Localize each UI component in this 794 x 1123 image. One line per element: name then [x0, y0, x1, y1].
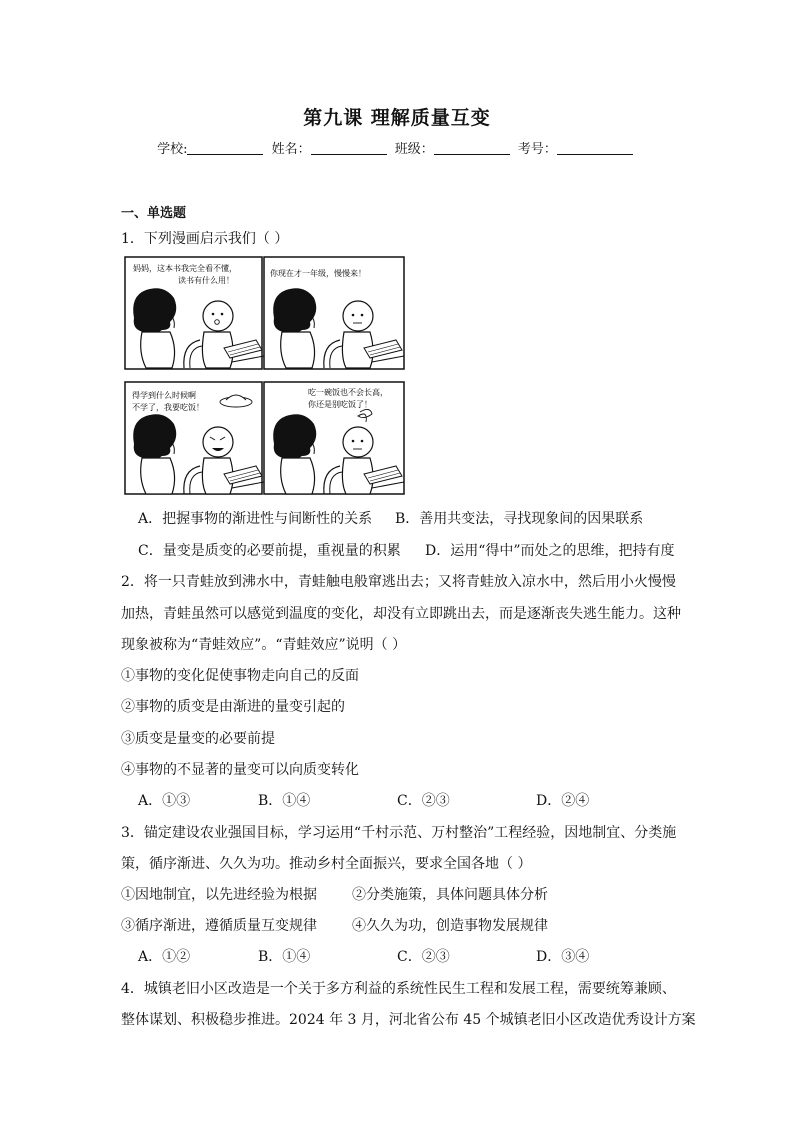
- q2-option-c[interactable]: C．②③: [397, 793, 450, 809]
- q2-option-a[interactable]: A．①③: [138, 793, 191, 809]
- q2-item-2: ②事物的质变是由渐进的量变引起的: [121, 699, 345, 715]
- exam-no-blank[interactable]: [557, 142, 633, 155]
- school-blank[interactable]: [187, 142, 263, 155]
- comic-strip: [124, 256, 406, 496]
- comic-panel-1-text-1: 妈妈，这本书我完全看不懂，: [133, 264, 237, 273]
- q2-option-b[interactable]: B．①④: [258, 793, 311, 809]
- q2-item-4: ④事物的不显著的量变可以向质变转化: [121, 762, 359, 778]
- q1-stem: 1．下列漫画启示我们（ ）: [121, 231, 289, 247]
- exam-no-label: 考号：: [517, 142, 557, 157]
- q4-stem-line-1: 4．城镇老旧小区改造是一个关于多方利益的系统性民生工程和发展工程，需要统筹兼顾、: [121, 981, 676, 997]
- q3-stem-line-1: 3．锚定建设农业强国目标，学习运用“千村示范、万村整治”工程经验，因地制宜、分类施: [121, 825, 677, 841]
- q3-stem-line-2: 策，循序渐进、久久为功。推动乡村全面振兴，要求全国各地（ ）: [121, 856, 532, 872]
- name-blank[interactable]: [311, 142, 387, 155]
- q2-item-1: ①事物的变化促使事物走向自己的反面: [121, 668, 359, 684]
- comic-panel-3-text-2: 不学了，我要吃饭！: [132, 403, 204, 412]
- comic-panel-1-text-2: 读书有什么用！: [178, 276, 234, 285]
- q3-option-c[interactable]: C．②③: [397, 949, 450, 965]
- q4-stem-line-2: 整体谋划、积极稳步推进。2024 年 3 月，河北省公布 45 个城镇老旧小区改造优秀设计方案: [121, 1012, 696, 1028]
- class-label: 班级：: [394, 142, 434, 157]
- name-label: 姓名：: [271, 142, 311, 157]
- q2-item-3: ③质变是量变的必要前提: [121, 731, 275, 747]
- comic-panel-3-text-1: 得学到什么时候啊: [132, 391, 196, 400]
- q1-option-b[interactable]: B．善用共变法，寻找现象间的因果联系: [395, 511, 644, 527]
- q1-option-c[interactable]: C．量变是质变的必要前提，重视量的积累: [138, 543, 401, 559]
- comic-panel-4-text-2: 你还是别吃饭了！: [308, 400, 372, 409]
- class-blank[interactable]: [434, 142, 510, 155]
- q3-option-a[interactable]: A．①②: [138, 949, 191, 965]
- student-info-line: [0, 138, 794, 157]
- section-heading: 一、单选题: [121, 206, 187, 221]
- q3-option-d[interactable]: D．③④: [536, 949, 590, 965]
- q3-item-4: ④久久为功，创造事物发展规律: [352, 918, 548, 934]
- comic-panel-4-text-1: 吃一碗饭也不会长高，: [308, 388, 388, 397]
- school-label: 学校:: [157, 142, 188, 157]
- q2-stem-line-1: 2．将一只青蛙放到沸水中，青蛙触电般窜逃出去；又将青蛙放入凉水中，然后用小火慢慢: [121, 574, 676, 590]
- q2-stem-line-3: 现象被称为“青蛙效应”。“青蛙效应”说明（ ）: [121, 637, 407, 653]
- q1-option-a[interactable]: A．把握事物的渐进性与间断性的关系: [138, 511, 373, 527]
- page-title: 第九课 理解质量互变: [303, 107, 491, 129]
- q3-item-2: ②分类施策，具体问题具体分析: [352, 887, 548, 903]
- q2-stem-line-2: 加热，青蛙虽然可以感觉到温度的变化，却没有立即跳出去，而是逐渐丧失逃生能力。这种: [121, 606, 681, 622]
- q3-item-1: ①因地制宜，以先进经验为根据: [121, 887, 317, 903]
- q3-item-3: ③循序渐进，遵循质量互变规律: [121, 918, 317, 934]
- q1-option-d[interactable]: D．运用“得中”而处之的思维，把持有度: [425, 543, 675, 559]
- q3-option-b[interactable]: B．①④: [258, 949, 311, 965]
- q2-option-d[interactable]: D．②④: [536, 793, 590, 809]
- comic-panel-2-text: 你现在才一年级，慢慢来！: [270, 269, 366, 278]
